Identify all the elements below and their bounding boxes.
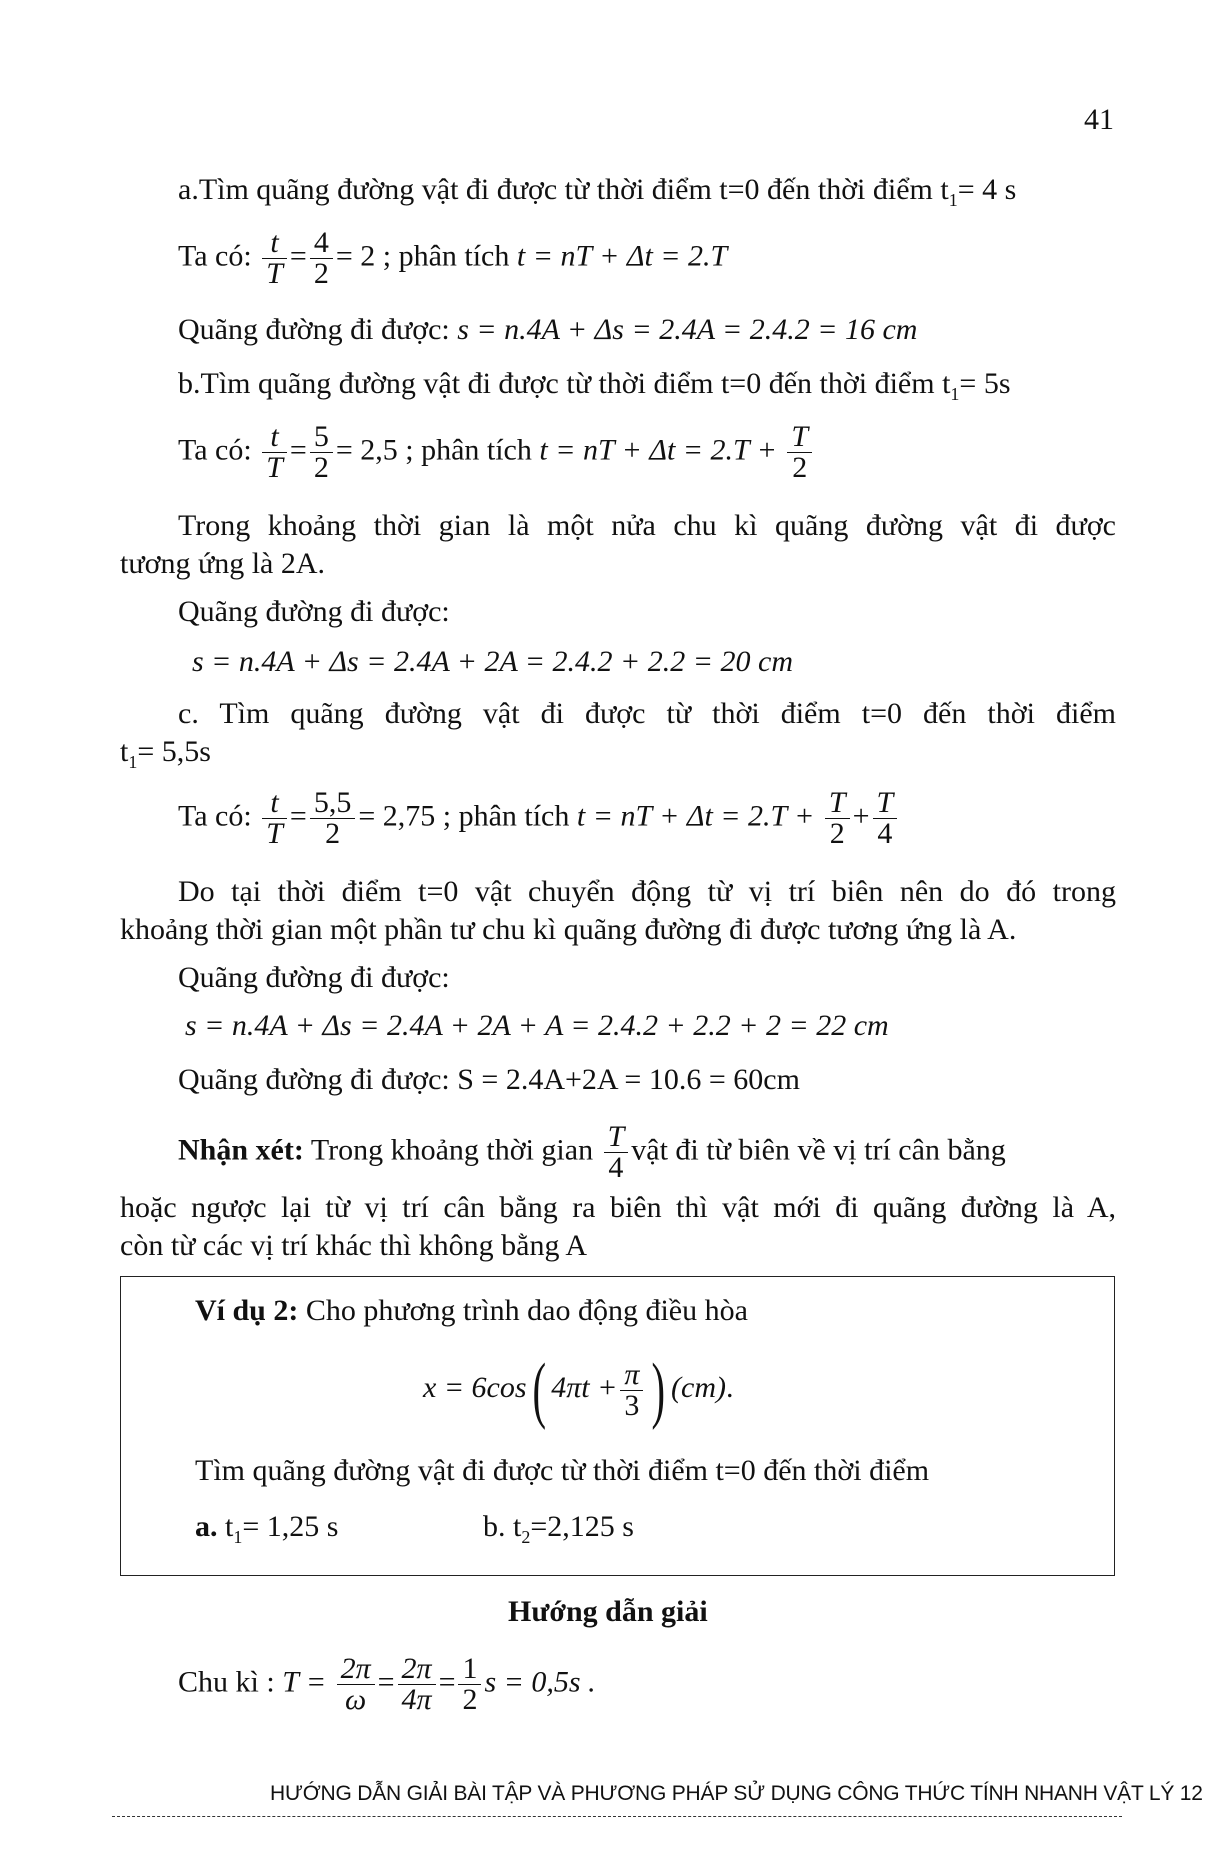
frac-num: t [262, 422, 287, 453]
part-b-heading-end: = 5s [959, 367, 1011, 400]
part-c-para-line1: Do tại thời điểm t=0 vật chuyển động từ vị trí biên nên do đó trong [178, 875, 1116, 908]
frac-num: 5,5 [310, 788, 356, 819]
solution-frac-2pi-omega [337, 1654, 375, 1715]
frac-num: 2π [337, 1654, 375, 1685]
part-b-frac-T-2 [787, 422, 812, 483]
equals: = [377, 1665, 395, 1699]
frac-den: 2 [792, 451, 808, 484]
part-b-heading-sub: 1 [950, 384, 960, 404]
remark-line1 [178, 1122, 1006, 1183]
part-c-heading-sub: 1 [128, 752, 138, 772]
frac-den: 4 [608, 1151, 624, 1184]
eq-unit: (cm) [671, 1371, 726, 1404]
part-b-analysis: ; phân tích [405, 433, 532, 467]
part-b-frac-5-2 [310, 422, 333, 483]
frac-num: π [620, 1360, 643, 1391]
frac-num: T [787, 422, 812, 453]
part-b-para-line2: tương ứng là 2A. [120, 547, 326, 580]
part-c-analysis: ; phân tích [442, 799, 570, 833]
part-a-ratio-line [178, 228, 727, 289]
part-c-expr: t = nT + Δt = 2.T + [576, 799, 815, 833]
footer-dashed-divider [112, 1816, 1122, 1817]
part-a-distance-line [178, 312, 917, 348]
equals: = [289, 239, 307, 273]
part-a-frac-4-2 [310, 228, 333, 289]
remark-line3: còn từ các vị trí khác thì không bằng A [120, 1229, 587, 1262]
solution-frac-1-2 [458, 1654, 481, 1715]
frac-num: 1 [458, 1654, 481, 1685]
part-b-para-line1: Trong khoảng thời gian là một nửa chu kì quãng đường vật đi được [178, 509, 1116, 542]
part-b-distance-label: Quãng đường đi được: [178, 595, 450, 628]
part-b-ratio-result: = 2,5 [335, 433, 398, 467]
part-c-heading-line2 [120, 734, 211, 780]
example2-option-b [483, 1509, 634, 1555]
frac-den: 3 [624, 1388, 640, 1422]
part-c-para-line2: khoảng thời gian một phần tư chu kì quãng đường đi được tương ứng là A. [120, 913, 1017, 946]
right-paren: ) [651, 1349, 666, 1432]
frac-den: 4π [401, 1683, 432, 1716]
remark-text-after: vật đi từ biên về vị trí cân bằng [631, 1133, 1006, 1167]
part-a-analysis: ; phân tích [382, 239, 510, 273]
frac-den: T [266, 451, 283, 484]
part-c-frac-T-4 [873, 788, 898, 849]
eq-end: . [725, 1371, 734, 1404]
part-b-expr: t = nT + Δt = 2.T + [539, 433, 777, 467]
solution-label: Chu kì : [178, 1665, 275, 1699]
page-footer: HƯỚNG DẪN GIẢI BÀI TẬP VÀ PHƯƠNG PHÁP SỬ DỤNG CÔNG THỨC TÍNH NHANH VẬT LÝ 12 [270, 1782, 1203, 1805]
option-a-label: a. [195, 1510, 218, 1543]
part-a-heading [178, 172, 1016, 218]
part-c-ratio-result: = 2,75 [358, 799, 436, 833]
option-a-value: = 1,25 s [242, 1510, 339, 1543]
frac-den: 2 [313, 257, 329, 290]
part-a-distance-label: Quãng đường đi được: [178, 313, 450, 346]
part-b-heading [178, 366, 1011, 412]
frac-num: t [262, 788, 287, 819]
part-c-frac-t-T [262, 788, 287, 849]
example2-label: Ví dụ 2: [195, 1294, 299, 1327]
option-b-t: b. t [483, 1510, 522, 1543]
example2-question: Tìm quãng đường vật đi được từ thời điểm t=0 đến thời điểm [195, 1454, 930, 1487]
remark-label: Nhận xét: [178, 1133, 304, 1167]
remark-line2: hoặc ngược lại từ vị trí cân bằng ra biên thì vật mới đi quãng đường là A, [120, 1191, 1116, 1224]
solution-rhs: s = 0,5s . [484, 1665, 596, 1699]
equals: = [289, 799, 307, 833]
frac-num: 5 [310, 422, 333, 453]
part-c-distance2: Quãng đường đi được: S = 2.4A+2A = 10.6 = 60cm [178, 1063, 800, 1096]
part-b-heading-text: b.Tìm quãng đường vật đi được từ thời điểm t=0 đến thời điểm t [178, 367, 951, 400]
option-a-sub: 1 [233, 1527, 243, 1547]
eq-inner: 4πt + [551, 1371, 618, 1404]
frac-num: t [262, 228, 287, 259]
part-a-frac-t-T [262, 228, 287, 289]
frac-den: T [266, 257, 283, 290]
frac-num: T [604, 1122, 629, 1153]
solution-frac-2pi-4pi [398, 1654, 436, 1715]
part-c-heading-line1: c. Tìm quãng đường vật đi được từ thời điểm t=0 đến thời điểm [178, 697, 1116, 730]
remark-frac-T-4 [604, 1122, 629, 1183]
part-c-frac-55-2 [310, 788, 356, 849]
part-a-heading-sub: 1 [948, 190, 958, 210]
part-c-heading-t: t [120, 735, 129, 768]
frac-den: 4 [877, 817, 893, 850]
part-a-expr: t = nT + Δt = 2.T [516, 239, 728, 273]
remark-text-before: Trong khoảng thời gian [310, 1133, 594, 1167]
eq-frac-pi-3 [620, 1357, 643, 1422]
part-a-taco: Ta có: [178, 239, 252, 273]
frac-num: 2π [398, 1654, 436, 1685]
option-b-sub: 2 [521, 1527, 531, 1547]
part-c-frac-T-2 [825, 788, 850, 849]
example2-equation [423, 1343, 733, 1433]
equals: = [438, 1665, 456, 1699]
example2-box [120, 1276, 1115, 1576]
frac-den: 2 [313, 451, 329, 484]
part-b-ratio-line [178, 422, 815, 483]
frac-num: 4 [310, 228, 333, 259]
example2-heading [195, 1293, 748, 1329]
solution-period-line [178, 1654, 596, 1715]
left-paren: ( [532, 1349, 546, 1432]
part-c-heading-end: = 5,5s [137, 735, 211, 768]
example2-option-a [195, 1509, 338, 1555]
option-a-t: t [225, 1510, 234, 1543]
solution-title: Hướng dẫn giải [508, 1595, 708, 1628]
solution-lhs: T = [282, 1665, 327, 1699]
frac-den: T [266, 817, 283, 850]
part-b-taco: Ta có: [178, 433, 252, 467]
frac-num: T [873, 788, 898, 819]
frac-den: 2 [829, 817, 845, 850]
plus: + [852, 799, 870, 833]
part-c-taco: Ta có: [178, 799, 252, 833]
frac-den: 2 [462, 1683, 478, 1716]
option-b-value: =2,125 s [530, 1510, 634, 1543]
part-c-distance-expr: s = n.4A + Δs = 2.4A + 2A + A = 2.4.2 + 2.2 + 2 = 22 cm [185, 1009, 889, 1042]
page-number: 41 [1084, 103, 1114, 136]
equals: = [289, 433, 307, 467]
part-b-distance-expr: s = n.4A + Δs = 2.4A + 2A = 2.4.2 + 2.2 = 20 cm [192, 645, 793, 678]
frac-den: 2 [325, 817, 341, 850]
eq-left: x = 6cos [423, 1371, 527, 1404]
part-a-heading-text: a.Tìm quãng đường vật đi được từ thời điểm t=0 đến thời điểm t [178, 173, 949, 206]
part-c-distance-label: Quãng đường đi được: [178, 961, 450, 994]
part-a-distance-expr: s = n.4A + Δs = 2.4A = 2.4.2 = 16 cm [457, 313, 918, 346]
part-c-ratio-line [178, 788, 900, 849]
frac-num: T [825, 788, 850, 819]
part-a-heading-end: = 4 s [957, 173, 1017, 206]
part-b-frac-t-T [262, 422, 287, 483]
frac-den: ω [345, 1683, 367, 1716]
part-a-ratio-result: = 2 [335, 239, 376, 273]
example2-text: Cho phương trình dao động điều hòa [305, 1294, 748, 1327]
